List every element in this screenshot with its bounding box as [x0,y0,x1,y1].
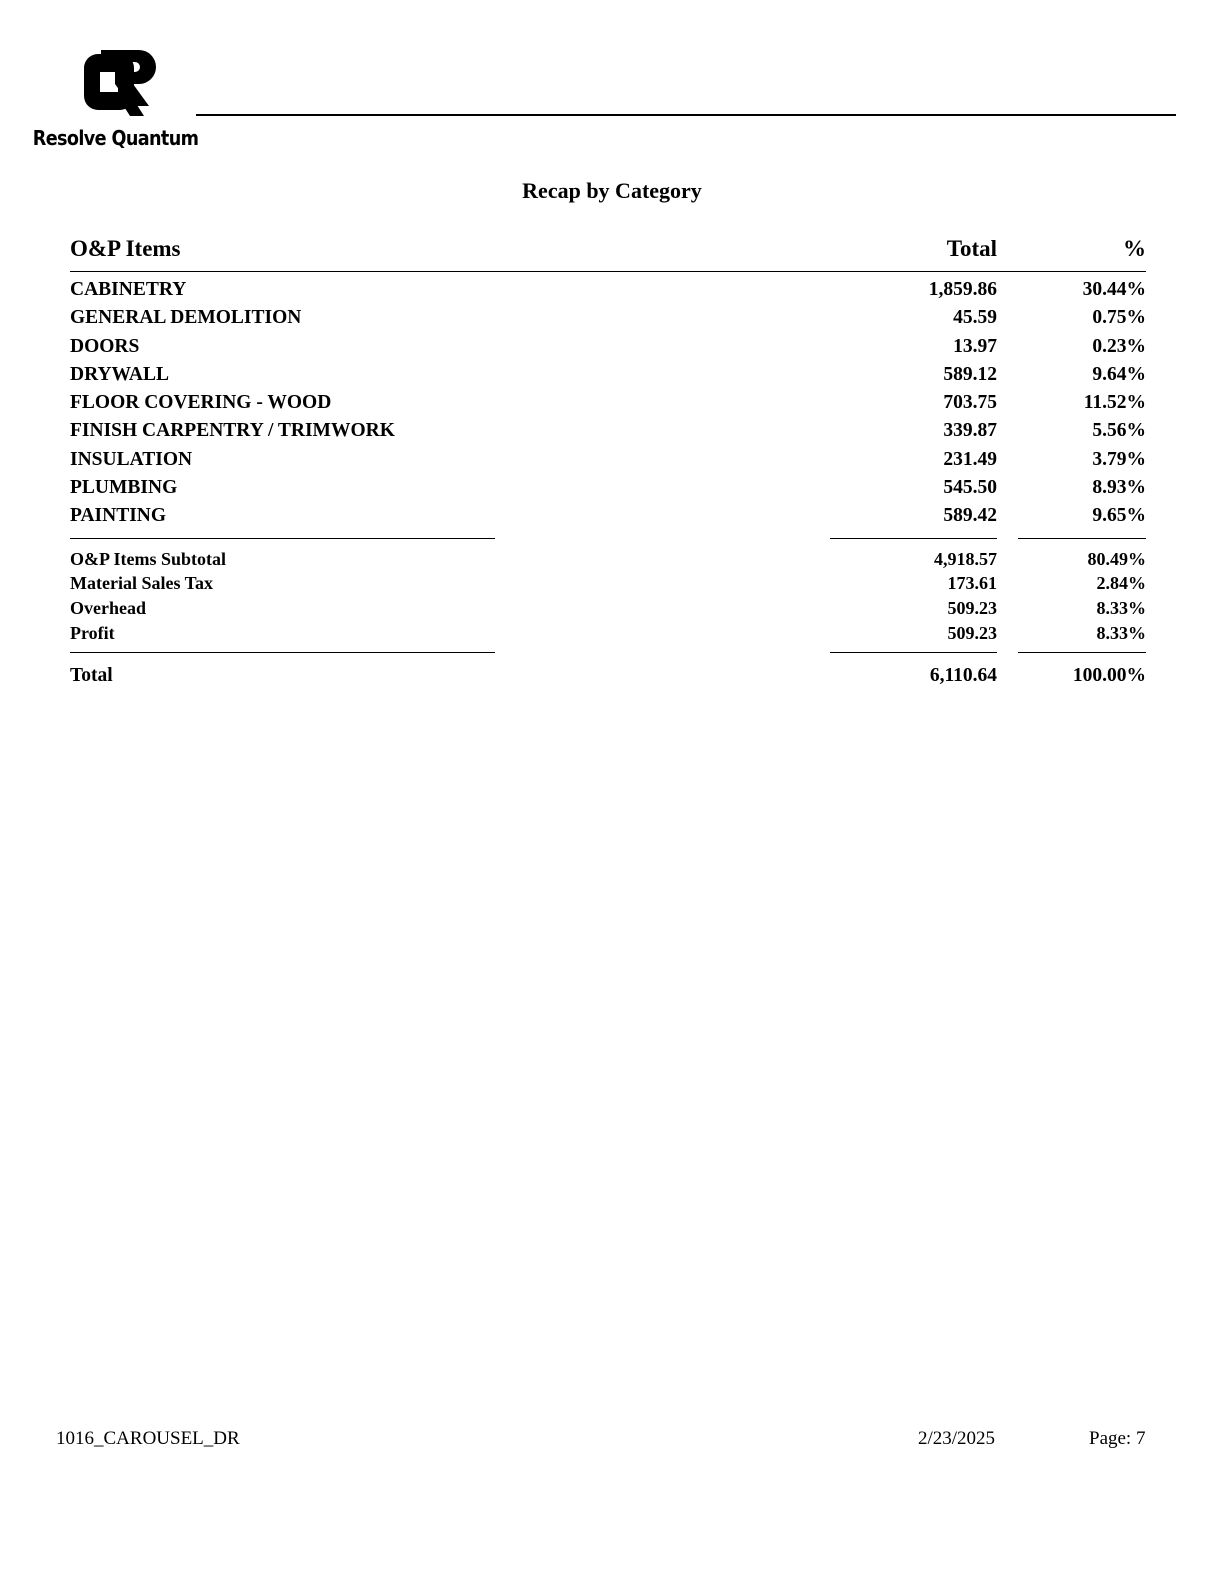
table-header-row [70,236,1146,266]
category-percent: 9.65% [1092,505,1146,527]
table-row [70,623,1146,648]
category-total: 703.75 [943,392,997,414]
subtotal-label: Profit [70,623,115,644]
category-label: CABINETRY [70,279,187,300]
table-row [70,598,1146,623]
subtotal-label: Material Sales Tax [70,573,213,594]
subtotal-percent: 80.49% [1087,548,1146,569]
brand-name: Resolve Quantum [32,126,199,150]
grand-total-percent: 100.00% [1072,664,1146,686]
subtotal-divider [70,534,1146,544]
subtotal-rows [70,549,1146,648]
divider-segment-percent [1018,652,1146,653]
divider-segment-total [830,652,997,653]
table-row [70,307,1146,335]
table-row [70,336,1146,364]
category-label: PLUMBING [70,477,178,499]
column-header-items: O&P Items [70,236,181,261]
subtotal-total: 173.61 [947,573,997,594]
divider-segment-percent [1018,538,1146,539]
grand-total-row [70,665,1146,693]
letterhead-divider [196,114,1176,116]
footer-file-name: 1016_CAROUSEL_DR [56,1428,240,1449]
grand-total-label: Total [70,664,113,686]
category-label: GENERAL DEMOLITION [70,307,302,329]
divider-segment-label [70,652,495,653]
category-total: 589.12 [943,363,997,385]
category-total: 231.49 [943,448,997,470]
category-percent: 8.93% [1092,477,1146,499]
category-total: 545.50 [943,477,997,499]
table-row [70,449,1146,477]
grand-total-divider [70,648,1146,658]
category-label: DRYWALL [70,363,169,385]
table-row [70,364,1146,392]
category-percent: 0.23% [1092,335,1146,357]
column-header-total: Total [946,236,997,261]
category-total: 339.87 [943,420,997,442]
table-row [70,505,1146,533]
brand-logo [22,48,202,160]
column-header-percent: % [1123,236,1146,261]
footer-date: 2/23/2025 [918,1428,996,1449]
subtotal-percent: 8.33% [1096,598,1146,619]
category-label: DOORS [70,335,140,357]
category-total: 13.97 [953,335,997,357]
page-footer [0,1428,1224,1458]
category-percent: 3.79% [1092,448,1146,470]
category-total: 589.42 [943,505,997,527]
footer-page-number: Page: 7 [1089,1428,1146,1449]
category-rows [70,279,1146,534]
table-row [70,420,1146,448]
header-divider [70,271,1146,272]
recap-by-category-table [70,236,1146,693]
table-row [70,279,1146,307]
subtotal-total: 509.23 [947,598,997,619]
category-percent: 0.75% [1092,307,1146,329]
category-percent: 5.56% [1092,420,1146,442]
category-label: INSULATION [70,448,193,470]
category-label: FLOOR COVERING - WOOD [70,392,332,414]
table-row [70,573,1146,598]
subtotal-total: 4,918.57 [934,548,997,569]
divider-segment-label [70,538,495,539]
page-title: Recap by Category [522,178,702,203]
category-total: 1,859.86 [928,279,997,300]
table-row [70,549,1146,574]
table-row [70,392,1146,420]
category-percent: 11.52% [1083,392,1146,414]
subtotal-percent: 8.33% [1096,623,1146,644]
subtotal-percent: 2.84% [1096,573,1146,594]
category-total: 45.59 [953,307,997,329]
category-label: PAINTING [70,505,167,527]
grand-total-amount: 6,110.64 [929,664,997,686]
divider-segment-total [830,538,997,539]
table-row [70,477,1146,505]
resolve-quantum-rq-monogram-icon [70,48,166,126]
subtotal-total: 509.23 [947,623,997,644]
category-percent: 30.44% [1082,279,1146,300]
category-percent: 9.64% [1092,363,1146,385]
subtotal-label: Overhead [70,598,146,619]
category-label: FINISH CARPENTRY / TRIMWORK [70,420,395,442]
subtotal-label: O&P Items Subtotal [70,548,227,569]
letterhead [0,0,1224,170]
